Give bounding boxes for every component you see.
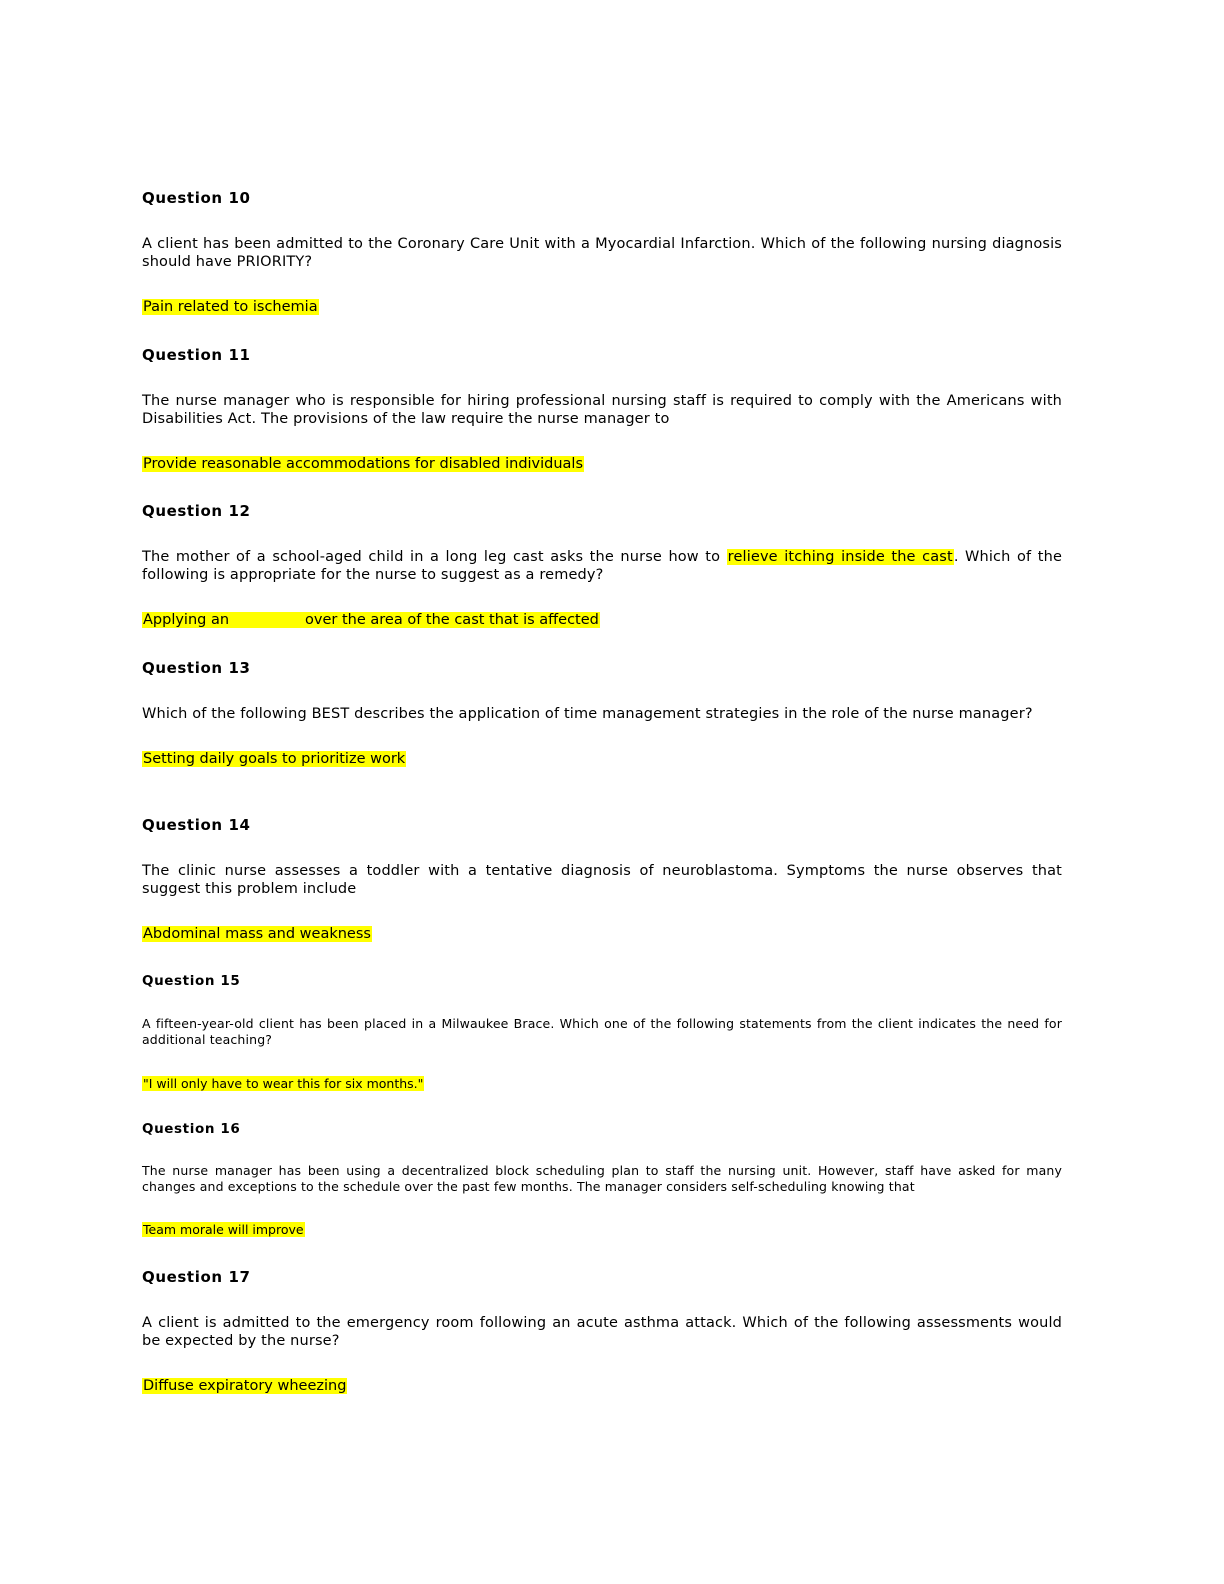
question-title: Question 13 bbox=[142, 659, 251, 677]
question-text bbox=[142, 548, 1062, 584]
question-title: Question 11 bbox=[142, 346, 251, 364]
question-block bbox=[142, 189, 1062, 316]
question-title: Question 12 bbox=[142, 502, 251, 520]
answer-line bbox=[142, 750, 1062, 768]
question-block bbox=[142, 816, 1062, 943]
answer-line bbox=[142, 611, 1062, 629]
question-block bbox=[142, 659, 1062, 768]
answer-blank-gap bbox=[229, 613, 305, 627]
highlighted-answer bbox=[142, 612, 600, 628]
question-block bbox=[142, 972, 1062, 1092]
question-text: The clinic nurse assesses a toddler with a tentative diagnosis of neuroblastoma. Symptoms the nurse observes that suggest this problem include bbox=[142, 863, 1062, 897]
question-text: A client has been admitted to the Coronary Care Unit with a Myocardial Infarction. Which of the following nursing diagnosis should have PRIORITY? bbox=[142, 236, 1062, 270]
question-block bbox=[142, 1120, 1062, 1238]
highlighted-answer: Diffuse expiratory wheezing bbox=[143, 1378, 347, 1394]
question-text: The nurse manager has been using a decentralized block scheduling plan to staff the nursing unit. However, staff have asked for many changes and exceptions to the schedule over the past few months. The manager considers self-scheduling knowing that bbox=[142, 1163, 1062, 1194]
highlighted-answer: Setting daily goals to prioritize work bbox=[143, 751, 406, 767]
question-text: The nurse manager who is responsible for hiring professional nursing staff is required to comply with the Americans with Disabilities Act. The provisions of the law require the nurse manager to bbox=[142, 393, 1062, 427]
highlighted-answer: Pain related to ischemia bbox=[143, 299, 318, 315]
answer-line bbox=[142, 1377, 1062, 1395]
question-text: Which of the following BEST describes the application of time management strategies in the role of the nurse manager? bbox=[142, 706, 1033, 722]
question-text-start: The mother of a school-aged child in a long leg cast asks the nurse how to bbox=[142, 549, 727, 565]
highlighted-answer: Abdominal mass and weakness bbox=[143, 926, 371, 942]
question-title: Question 15 bbox=[142, 973, 241, 989]
question-block bbox=[142, 1268, 1062, 1395]
answer-line bbox=[142, 1076, 1062, 1092]
question-title: Question 17 bbox=[142, 1268, 251, 1286]
answer-part-1: Applying an bbox=[143, 612, 230, 628]
answer-part-2: over the area of the cast that is affected bbox=[305, 612, 599, 628]
question-block bbox=[142, 502, 1062, 629]
question-text-end: . Which of the following is appropriate for the nurse to suggest as a remedy? bbox=[142, 549, 1063, 583]
answer-line bbox=[142, 925, 1062, 943]
question-title: Question 10 bbox=[142, 189, 251, 207]
highlighted-answer: "I will only have to wear this for six months." bbox=[143, 1076, 424, 1091]
question-block bbox=[142, 346, 1062, 473]
highlighted-answer: Provide reasonable accommodations for disabled individuals bbox=[143, 456, 584, 472]
question-title: Question 16 bbox=[142, 1121, 241, 1137]
question-text: A client is admitted to the emergency room following an acute asthma attack. Which of the following assessments would be expected by the nurse? bbox=[142, 1315, 1062, 1349]
answer-line bbox=[142, 298, 1062, 316]
question-text: A fifteen-year-old client has been placed in a Milwaukee Brace. Which one of the following statements from the client indicates the need for additional teaching? bbox=[142, 1016, 1062, 1047]
highlighted-answer: Team morale will improve bbox=[143, 1222, 304, 1237]
answer-line bbox=[142, 1222, 1062, 1238]
answer-line bbox=[142, 455, 1062, 473]
question-title: Question 14 bbox=[142, 816, 251, 834]
highlighted-phrase: relieve itching inside the cast bbox=[727, 549, 953, 565]
